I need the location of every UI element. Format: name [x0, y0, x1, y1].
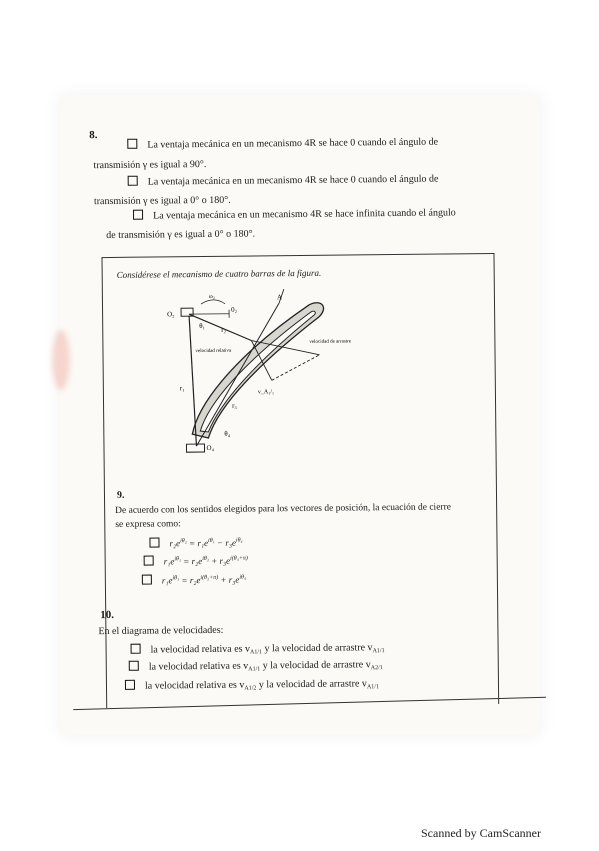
- subscript: A1/1: [367, 684, 379, 690]
- eq-exp: iθ₄: [236, 538, 243, 544]
- q8-option-3[interactable]: [133, 206, 456, 221]
- checkbox[interactable]: [129, 661, 139, 671]
- eq-term: r₁e: [162, 575, 173, 585]
- q8-option-1-cont: transmisión γ es igual a 90°.: [93, 159, 206, 171]
- q10-intro-text: En el diagrama de velocidades:: [98, 625, 223, 637]
- label-o4: O₄: [206, 444, 214, 452]
- option-text: la velocidad relativa es v: [145, 680, 245, 692]
- option-text: la velocidad relativa es v: [149, 661, 249, 673]
- q9-intro-1: De acuerdo con los sentidos elegidos para los vectores de posición, la ecuación de cierre: [115, 502, 451, 516]
- eq-term: r₁e: [164, 556, 175, 566]
- four-bar-mechanism-diagram: [159, 284, 391, 476]
- q9-number: 9.: [117, 490, 125, 501]
- q10-number: 10.: [100, 609, 114, 621]
- figure-caption: Considérese el mecanismo de cuatro barras de la figura.: [117, 268, 322, 280]
- q9-option-1[interactable]: [149, 537, 242, 549]
- subscript: A1/1: [248, 666, 260, 672]
- eq-term: + r₃e: [218, 575, 239, 585]
- checkbox[interactable]: [127, 139, 137, 149]
- option-text: y la velocidad de arrastre v: [256, 678, 367, 690]
- q8-option-2-cont: transmisión γ es igual a 0° o 180°.: [94, 195, 231, 207]
- ground-o4: [186, 444, 204, 452]
- checkbox[interactable]: [133, 210, 143, 220]
- eq-exp: i(θ₄+π): [230, 556, 248, 562]
- subscript: A1/2: [244, 685, 256, 691]
- q10-option-3[interactable]: [125, 677, 379, 693]
- eq-exp: iθ₂: [180, 538, 187, 544]
- eq-exp: iθ₁: [174, 556, 181, 562]
- q10-option-1[interactable]: [131, 641, 385, 657]
- checkbox[interactable]: [125, 680, 135, 690]
- checkbox[interactable]: [128, 176, 138, 186]
- option-text: y la velocidad de arrastre v: [262, 642, 373, 654]
- subscript: A2/1: [371, 665, 383, 671]
- subscript: A1/1: [373, 648, 385, 654]
- checkbox[interactable]: [131, 644, 141, 654]
- label-vrel: velocidad relativa: [195, 349, 232, 354]
- checkbox[interactable]: [144, 556, 154, 566]
- option-text: la velocidad relativa es v: [151, 644, 251, 656]
- omega-arrow: [201, 300, 225, 304]
- label-theta1: θ₁: [199, 322, 205, 330]
- scanner-watermark: Scanned by CamScanner: [421, 826, 541, 841]
- eq-exp: iθ₁: [172, 575, 179, 581]
- label-theta4: θ₄: [224, 430, 230, 438]
- label-w2: ω₂: [209, 294, 215, 300]
- label-r1: r₁: [180, 384, 185, 392]
- checkbox[interactable]: [149, 537, 159, 547]
- q8-option-1[interactable]: [127, 136, 438, 151]
- eq-term: r₂e: [169, 538, 180, 548]
- q8-option-3-line1: La ventaja mecánica en un mecanismo 4R se hace infinita cuando el ángulo: [153, 207, 456, 221]
- subscript: A1/1: [250, 649, 262, 655]
- eq-exp: iθ₄: [239, 575, 246, 581]
- eq-term: = r₁e: [187, 538, 208, 548]
- label-varr: velocidad de arrastre: [309, 339, 351, 344]
- eq-exp: i(θ₂+π): [200, 575, 218, 581]
- eq-term: + r₃e: [209, 556, 230, 566]
- q10-intro: [98, 625, 223, 637]
- label-o2b: 0₂: [231, 306, 238, 314]
- link-r1: [189, 316, 196, 446]
- q9-option-3[interactable]: [142, 574, 246, 586]
- q9-intro-2: se expresa como:: [115, 519, 181, 530]
- q8-number: 8.: [89, 129, 97, 141]
- q8-option-2[interactable]: [128, 173, 439, 188]
- q10-option-2[interactable]: [129, 658, 383, 674]
- eq-exp: iθ₂: [202, 556, 209, 562]
- label-o2: O₂: [167, 310, 175, 318]
- option-text: y la velocidad de arrastre v: [260, 659, 371, 671]
- label-a: A: [277, 293, 282, 301]
- eq-term: = r₂e: [179, 575, 200, 585]
- q8-option-2-line1: La ventaja mecánica en un mecanismo 4R se hace 0 cuando el ángulo de: [148, 174, 439, 188]
- q8-option-1-line1: La ventaja mecánica en un mecanismo 4R se hace 0 cuando el ángulo de: [147, 137, 438, 151]
- q9-option-2[interactable]: [144, 555, 248, 567]
- velocity-dashed: [272, 355, 320, 381]
- label-r3: r₃: [232, 402, 237, 410]
- eq-term: − r₃e: [215, 538, 236, 548]
- label-va: v_A₁/₁: [258, 389, 274, 395]
- eq-exp: iθ₁: [208, 538, 215, 544]
- checkbox[interactable]: [142, 575, 152, 585]
- label-r2: r₂: [221, 326, 226, 334]
- eq-term: = r₂e: [181, 556, 202, 566]
- q8-option-3-cont: de transmisión γ es igual a 0° o 180°.: [106, 228, 255, 241]
